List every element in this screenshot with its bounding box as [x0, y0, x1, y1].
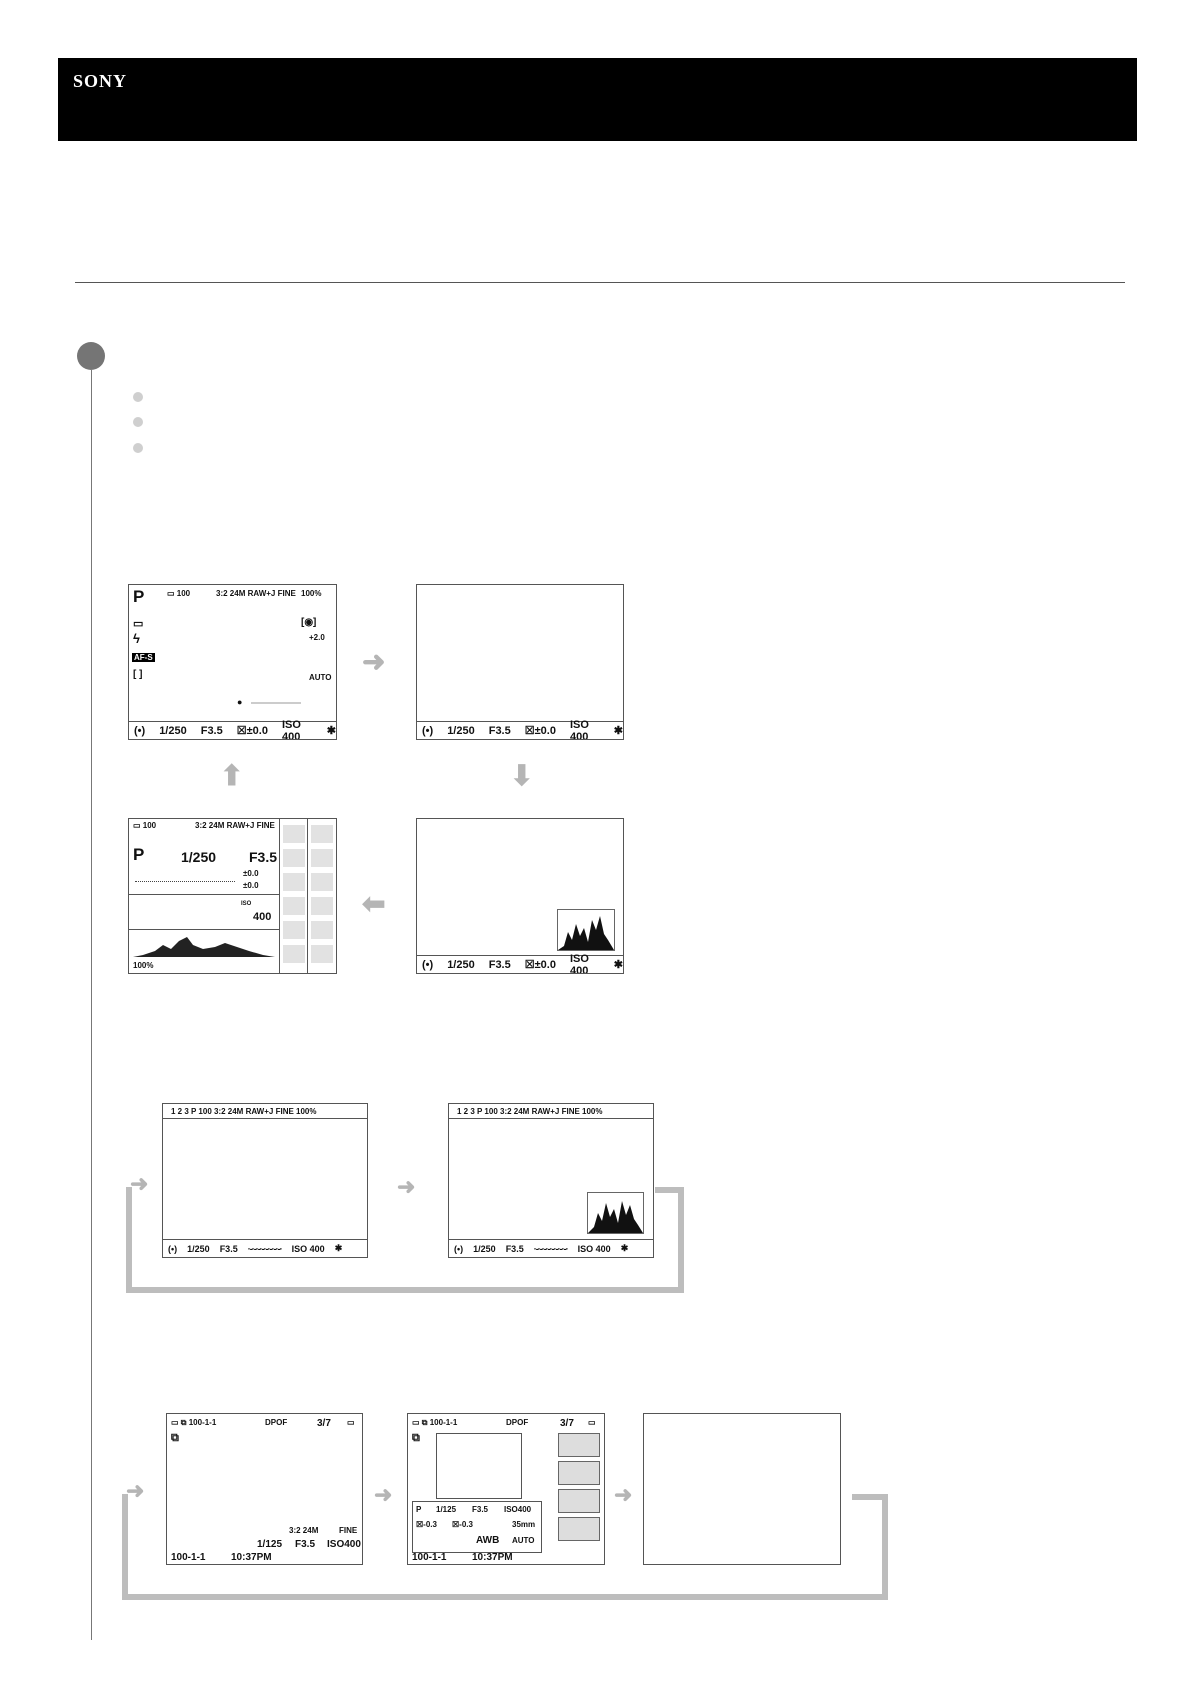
exposure-bar: [449, 1239, 653, 1257]
ev-value: ☒±0.0: [236, 725, 268, 737]
screen-display-all-info: [128, 584, 337, 740]
exposure-scale: ·-·-·-·-·-·-·-·-·: [247, 1243, 282, 1254]
aperture: F3.5: [472, 1505, 489, 1514]
ev-value: ☒±0.0: [524, 725, 556, 737]
level-dot: ●: [237, 697, 243, 707]
list-bullet: [133, 417, 143, 427]
function-cell: [311, 825, 333, 843]
arrow-right-icon: ➜: [130, 1171, 149, 1196]
shutter-speed: 1/250: [187, 1243, 210, 1254]
iso: ISO 400: [577, 1243, 611, 1254]
histogram: [587, 1192, 644, 1234]
stabilizer-icon: (•): [422, 958, 434, 971]
exposure-scale: ·-·-·-·-·-·-·-·-·: [533, 1243, 568, 1254]
iso: ISO 400: [281, 718, 301, 740]
iso-label: ISO: [241, 901, 252, 907]
mode-label: P: [133, 587, 145, 606]
aperture: F3.5: [249, 849, 278, 865]
arrow-right-icon: ➜: [614, 1482, 633, 1507]
divider: [129, 894, 279, 895]
iso: ISO400: [327, 1539, 361, 1550]
status-bar: 1 2 3 P 100 3:2 24M RAW+J FINE 100%: [163, 1104, 367, 1119]
iso: ISO 400: [569, 718, 589, 740]
image-size: 3:2 24M: [289, 1526, 319, 1535]
screen-no-disp-info: [416, 584, 624, 740]
brand-header-bar: [58, 58, 1137, 141]
arrow-left-icon: ⬅: [362, 888, 386, 919]
ae-lock-icon: ✱: [620, 1243, 629, 1253]
arrow-right-icon: ➜: [397, 1174, 416, 1199]
dpof-label: DPOF: [506, 1418, 529, 1427]
function-cell: [283, 825, 305, 843]
dro-setting: AUTO: [309, 673, 332, 682]
cycle-loop-end: [655, 1187, 684, 1193]
function-cell: [311, 897, 333, 915]
histogram-red: [558, 1461, 600, 1485]
image-settings: 3:2 24M RAW+J FINE: [195, 821, 275, 830]
shutter-speed: 1/125: [257, 1539, 283, 1550]
function-cell: [311, 873, 333, 891]
ae-lock-icon: ✱: [613, 959, 623, 971]
mode-label: P: [133, 845, 145, 864]
list-bullet: [133, 443, 143, 453]
function-cell: [311, 849, 333, 867]
function-cell: [283, 873, 305, 891]
shutter-speed: 1/250: [473, 1243, 496, 1254]
time-recorded: 10:37PM: [472, 1552, 513, 1563]
group-icon: ⧉: [171, 1432, 179, 1444]
white-balance: AWB: [476, 1535, 500, 1546]
ev-value-1: ☒-0.3: [416, 1520, 437, 1529]
histogram-green: [558, 1489, 600, 1513]
aperture: F3.5: [505, 1243, 524, 1254]
aperture: F3.5: [219, 1243, 238, 1254]
ae-lock-icon: ✱: [334, 1243, 343, 1253]
exposure-bar: [417, 952, 623, 974]
histogram: [557, 909, 615, 951]
exposure-bar: [417, 718, 623, 740]
divider: [279, 819, 280, 974]
aperture: F3.5: [295, 1539, 316, 1550]
aperture: F3.5: [488, 958, 511, 971]
playback-screen-info: [166, 1413, 363, 1565]
focus-area-icon: [ ]: [133, 669, 143, 680]
battery-icon: ▭: [347, 1418, 355, 1427]
exposure-comp: +2.0: [309, 633, 325, 642]
dro-setting: AUTO: [512, 1536, 535, 1545]
stabilizer-icon: (•): [168, 1243, 178, 1254]
cycle-loop-end: [852, 1494, 888, 1500]
step-timeline-line: [91, 370, 92, 1640]
screen-for-viewfinder: [128, 818, 337, 974]
playback-icons: ▭ ⧉ 100-1-1: [171, 1418, 217, 1427]
ev-value-2: ±0.0: [243, 881, 259, 890]
arrow-up-icon: ⬆: [220, 760, 244, 791]
divider: [307, 819, 308, 974]
aperture: F3.5: [200, 724, 223, 737]
image-count: 3/7: [317, 1418, 331, 1429]
image-thumbnail: [436, 1433, 522, 1499]
shutter-speed: 1/250: [447, 958, 475, 971]
focal-length: 35mm: [512, 1520, 536, 1529]
stabilizer-icon: (•): [134, 724, 146, 737]
image-quality: FINE: [339, 1526, 358, 1535]
exposure-scale: [135, 873, 235, 882]
function-cell: [283, 897, 305, 915]
title-divider: [75, 282, 1125, 283]
histogram-blue: [558, 1517, 600, 1541]
function-cell: [283, 921, 305, 939]
shots-remaining: ▭ 100: [167, 589, 191, 598]
arrow-right-icon: ➜: [126, 1478, 145, 1503]
ev-value-2: ☒-0.3: [452, 1520, 473, 1529]
file-number: 100-1-1: [412, 1552, 447, 1563]
iso: ISO400: [504, 1505, 532, 1514]
evf-screen-basic: [162, 1103, 368, 1258]
function-cell: [283, 945, 305, 963]
file-number: 100-1-1: [171, 1552, 206, 1563]
battery-level: 100%: [133, 961, 154, 970]
metering-icon: [◉]: [301, 617, 317, 628]
list-bullet: [133, 392, 143, 402]
image-count: 3/7: [560, 1418, 574, 1429]
exposure-bar: [129, 718, 336, 740]
group-icon: ⧉: [412, 1432, 420, 1444]
divider: [129, 929, 279, 930]
ae-lock-icon: ✱: [326, 725, 336, 737]
flash-icon: ϟ: [133, 631, 140, 646]
histogram: [133, 931, 275, 957]
battery-level: 100%: [301, 589, 322, 598]
drive-mode-icon: ▭: [133, 618, 144, 630]
playback-icons: ▭ ⧉ 100-1-1: [412, 1418, 458, 1427]
playback-screen-no-info: [643, 1413, 841, 1565]
aperture: F3.5: [488, 724, 511, 737]
arrow-down-icon: ⬇: [510, 760, 534, 791]
function-cell: [311, 921, 333, 939]
shutter-speed: 1/250: [181, 849, 217, 865]
arrow-right-icon: ➜: [374, 1482, 393, 1507]
sony-logo: SONY: [73, 71, 128, 91]
iso: ISO 400: [291, 1243, 325, 1254]
mode-label: P: [416, 1505, 422, 1514]
af-mode-icon: AF-S: [134, 653, 153, 662]
shutter-speed: 1/250: [447, 724, 475, 737]
ev-value-1: ±0.0: [243, 869, 259, 878]
shutter-speed: 1/250: [159, 724, 187, 737]
level-line: [251, 702, 301, 704]
iso: ISO 400: [569, 952, 589, 974]
shutter-speed: 1/125: [436, 1505, 457, 1514]
image-settings: 3:2 24M RAW+J FINE: [216, 589, 296, 598]
function-cell: [311, 945, 333, 963]
time-recorded: 10:37PM: [231, 1552, 272, 1563]
status-bar: 1 2 3 P 100 3:2 24M RAW+J FINE 100%: [449, 1104, 653, 1119]
battery-icon: ▭: [588, 1418, 596, 1427]
evf-screen-histogram: [448, 1103, 654, 1258]
ev-value: ☒±0.0: [524, 959, 556, 971]
playback-screen-histogram: [407, 1413, 605, 1565]
arrow-right-icon: ➜: [362, 646, 386, 677]
stabilizer-icon: (•): [454, 1243, 464, 1254]
ae-lock-icon: ✱: [613, 725, 623, 737]
iso-value: 400: [253, 911, 272, 923]
shots-remaining: ▭ 100: [133, 821, 157, 830]
screen-histogram: [416, 818, 624, 974]
exposure-bar: [163, 1239, 367, 1257]
stabilizer-icon: (•): [422, 724, 434, 737]
step-marker: [77, 342, 105, 370]
function-cell: [283, 849, 305, 867]
dpof-label: DPOF: [265, 1418, 288, 1427]
histogram-luminance: [558, 1433, 600, 1457]
